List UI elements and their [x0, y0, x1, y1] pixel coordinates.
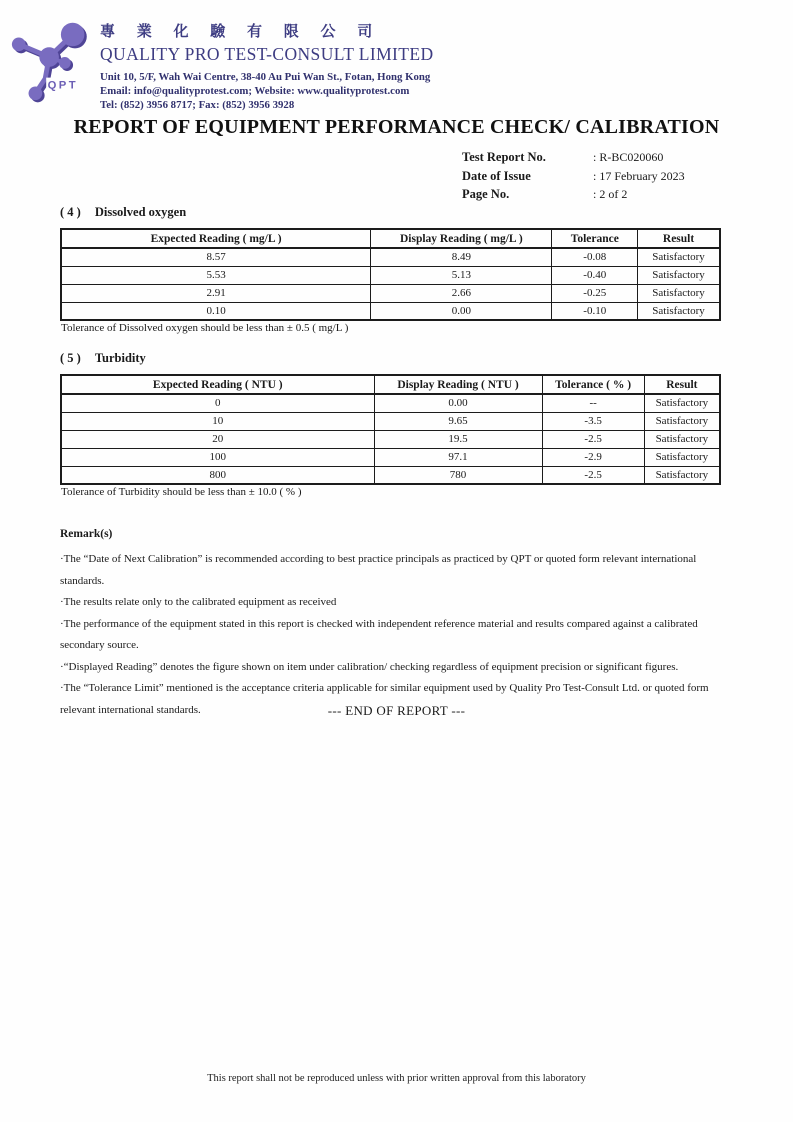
report-info	[462, 148, 685, 204]
table-cell: Satisfactory	[644, 430, 720, 448]
table-row	[61, 412, 720, 430]
table-cell: Satisfactory	[644, 394, 720, 412]
column-header: Display Reading ( NTU )	[374, 375, 542, 394]
column-header: Tolerance ( % )	[542, 375, 644, 394]
table-cell: -0.10	[552, 302, 638, 320]
company-tel-fax: Tel: (852) 3956 8717; Fax: (852) 3956 3928	[100, 99, 295, 111]
table-row	[61, 394, 720, 412]
remarks-list	[60, 549, 734, 721]
table-cell: 8.57	[61, 248, 371, 266]
date-of-issue-value: : 17 February 2023	[593, 168, 685, 183]
remarks-heading: Remark(s)	[60, 528, 113, 540]
company-name-en: QUALITY PRO TEST-CONSULT LIMITED	[100, 44, 434, 64]
page-no-value: : 2 of 2	[593, 187, 628, 201]
table-cell: 20	[61, 430, 374, 448]
column-header: Result	[644, 375, 720, 394]
company-name-zh: 專 業 化 驗 有 限 公 司	[100, 24, 382, 40]
footer-note: This report shall not be reproduced unless with prior written approval from this laboratory	[207, 1073, 586, 1084]
table-row	[61, 302, 720, 320]
table-cell: 100	[61, 448, 374, 466]
table-cell: 0.10	[61, 302, 371, 320]
table-row	[61, 284, 720, 302]
remark-item: ·The “Tolerance Limit” mentioned is the acceptance criteria applicable for similar equipment used by Quality Pro Test-Consult Ltd. or quoted form relevant international standards.	[60, 682, 709, 716]
end-of-report-text: --- END OF REPORT ---	[327, 703, 466, 718]
table-cell: 5.53	[61, 266, 371, 284]
remark-item: ·The “Date of Next Calibration” is recommended according to best practice principals as practiced by QPT or quoted form relevant international standards.	[60, 553, 697, 587]
report-no-label: Test Report No.	[462, 150, 546, 164]
table-row	[61, 466, 720, 484]
section-heading-dissolved-oxygen	[60, 205, 186, 220]
table-cell: -0.40	[552, 266, 638, 284]
column-header: Display Reading ( mg/L )	[371, 229, 552, 248]
table-row	[61, 266, 720, 284]
remarks-section	[60, 528, 734, 721]
table-cell: Satisfactory	[644, 466, 720, 484]
table-cell: Satisfactory	[644, 412, 720, 430]
table-row	[61, 248, 720, 266]
table-cell: 10	[61, 412, 374, 430]
dissolved-oxygen-table	[60, 228, 721, 321]
report-no-value: : R-BC020060	[593, 150, 664, 164]
letterhead	[100, 20, 520, 112]
company-address: Unit 10, 5/F, Wah Wai Centre, 38-40 Au Pui Wan St., Fotan, Hong Kong	[100, 71, 431, 83]
table-cell: -3.5	[542, 412, 644, 430]
table-row	[61, 430, 720, 448]
report-info-row	[462, 148, 685, 167]
turbidity-table	[60, 374, 721, 485]
column-header: Result	[638, 229, 720, 248]
section-number: ( 5 )	[60, 351, 81, 365]
column-header: Tolerance	[552, 229, 638, 248]
table-row	[61, 448, 720, 466]
table-cell: 8.49	[371, 248, 552, 266]
table-cell: 2.66	[371, 284, 552, 302]
page-no-label: Page No.	[462, 187, 510, 201]
page-title: REPORT OF EQUIPMENT PERFORMANCE CHECK/ CALIBRATION	[73, 116, 720, 138]
table-cell: -0.08	[552, 248, 638, 266]
section-title: Turbidity	[94, 351, 146, 365]
table-cell: -2.9	[542, 448, 644, 466]
remark-item: ·The results relate only to the calibrated equipment as received	[60, 596, 337, 608]
logo-qpt-text: QPT	[47, 79, 79, 92]
section-number: ( 4 )	[60, 205, 81, 219]
table-cell: Satisfactory	[638, 248, 720, 266]
table-cell: 0.00	[371, 302, 552, 320]
table-cell: 5.13	[371, 266, 552, 284]
report-info-row	[462, 185, 685, 204]
table-cell: 9.65	[374, 412, 542, 430]
table-cell: -2.5	[542, 466, 644, 484]
report-info-row	[462, 167, 685, 186]
table-cell: 780	[374, 466, 542, 484]
table-cell: 0.00	[374, 394, 542, 412]
table-cell: 800	[61, 466, 374, 484]
table-cell: --	[542, 394, 644, 412]
date-of-issue-label: Date of Issue	[462, 168, 531, 183]
remark-item: ·The performance of the equipment stated in this report is checked with independent reference material and results compared against a calibrated secondary source.	[60, 617, 698, 651]
table-cell: Satisfactory	[638, 302, 720, 320]
dissolved-oxygen-tolerance-note: Tolerance of Dissolved oxygen should be less than ± 0.5 ( mg/L )	[61, 322, 349, 334]
section-heading-turbidity	[60, 351, 146, 366]
column-header: Expected Reading ( mg/L )	[61, 229, 371, 248]
table-cell: -0.25	[552, 284, 638, 302]
remark-item: ·“Displayed Reading” denotes the figure shown on item under calibration/ checking regardless of equipment precision or significant figures.	[60, 660, 679, 673]
column-header: Expected Reading ( NTU )	[61, 375, 374, 394]
turbidity-tolerance-note: Tolerance of Turbidity should be less than ± 10.0 ( % )	[61, 486, 302, 498]
section-title: Dissolved oxygen	[94, 205, 187, 219]
table-header-row	[61, 375, 720, 394]
table-cell: 97.1	[374, 448, 542, 466]
table-cell: 19.5	[374, 430, 542, 448]
qpt-molecule-logo-icon	[6, 10, 104, 108]
table-header-row	[61, 229, 720, 248]
table-cell: Satisfactory	[644, 448, 720, 466]
table-cell: Satisfactory	[638, 266, 720, 284]
table-cell: -2.5	[542, 430, 644, 448]
table-cell: 2.91	[61, 284, 371, 302]
company-email-website: Email: info@qualityprotest.com; Website: www.qualityprotest.com	[100, 85, 410, 97]
table-cell: 0	[61, 394, 374, 412]
table-cell: Satisfactory	[638, 284, 720, 302]
